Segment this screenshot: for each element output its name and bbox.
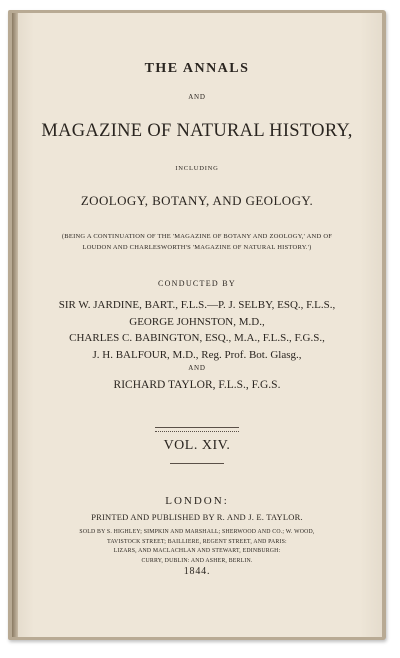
subjects-line: ZOOLOGY, BOTANY, AND GEOLOGY. [80, 193, 314, 208]
imprint-sellers [26, 528, 368, 566]
editor-line: CHARLES C. BABINGTON, ESQ., M.A., F.L.S., F.G.S., [69, 332, 325, 344]
divider-rule [170, 463, 224, 464]
seller-line: CURRY, DUBLIN: AND ASHER, BERLIN. [141, 557, 253, 564]
including-label: INCLUDING [175, 165, 219, 172]
ornamental-rule [155, 427, 239, 432]
continuation-line: LOUDON AND CHARLESWORTH'S 'MAGAZINE OF NATURAL HISTORY.') [82, 244, 312, 251]
continuation-note [30, 231, 364, 253]
seller-line: LIZARS, AND MACLACHLAN AND STEWART, EDINBURGH: [113, 548, 281, 554]
last-editor: RICHARD TAYLOR, F.L.S., F.G.S. [113, 379, 281, 391]
imprint-publisher: PRINTED AND PUBLISHED BY R. AND J. E. TAYLOR. [91, 512, 303, 522]
editor-line: SIR W. JARDINE, BART., F.L.S.—P. J. SELBY, ESQ., F.L.S., [58, 299, 336, 311]
continuation-line: (BEING A CONTINUATION OF THE 'MAGAZINE OF BOTANY AND ZOOLOGY,' AND OF [61, 233, 333, 240]
title-line-1: THE ANNALS [144, 61, 250, 76]
title-page [12, 13, 382, 637]
editor-line: J. H. BALFOUR, M.D., Reg. Prof. Bot. Glasg., [92, 348, 302, 361]
seller-line: TAVISTOCK STREET; BAILLIERE, REGENT STREET, AND PARIS: [107, 538, 287, 545]
editors-list [12, 297, 382, 363]
imprint-city: LONDON: [165, 495, 229, 507]
title-and: AND [188, 93, 206, 101]
title-line-2: MAGAZINE OF NATURAL HISTORY, [41, 121, 353, 141]
editor-line: GEORGE JOHNSTON, M.D., [129, 315, 265, 328]
imprint-year: 1844. [183, 566, 211, 577]
volume-label: VOL. XIV. [163, 438, 231, 453]
editors-and: AND [188, 364, 206, 372]
conducted-by-label: CONDUCTED BY [157, 279, 237, 288]
seller-line: SOLD BY S. HIGHLEY; SIMPKIN AND MARSHALL; SHERWOOD AND CO.; W. WOOD, [79, 529, 315, 535]
book [8, 10, 386, 640]
